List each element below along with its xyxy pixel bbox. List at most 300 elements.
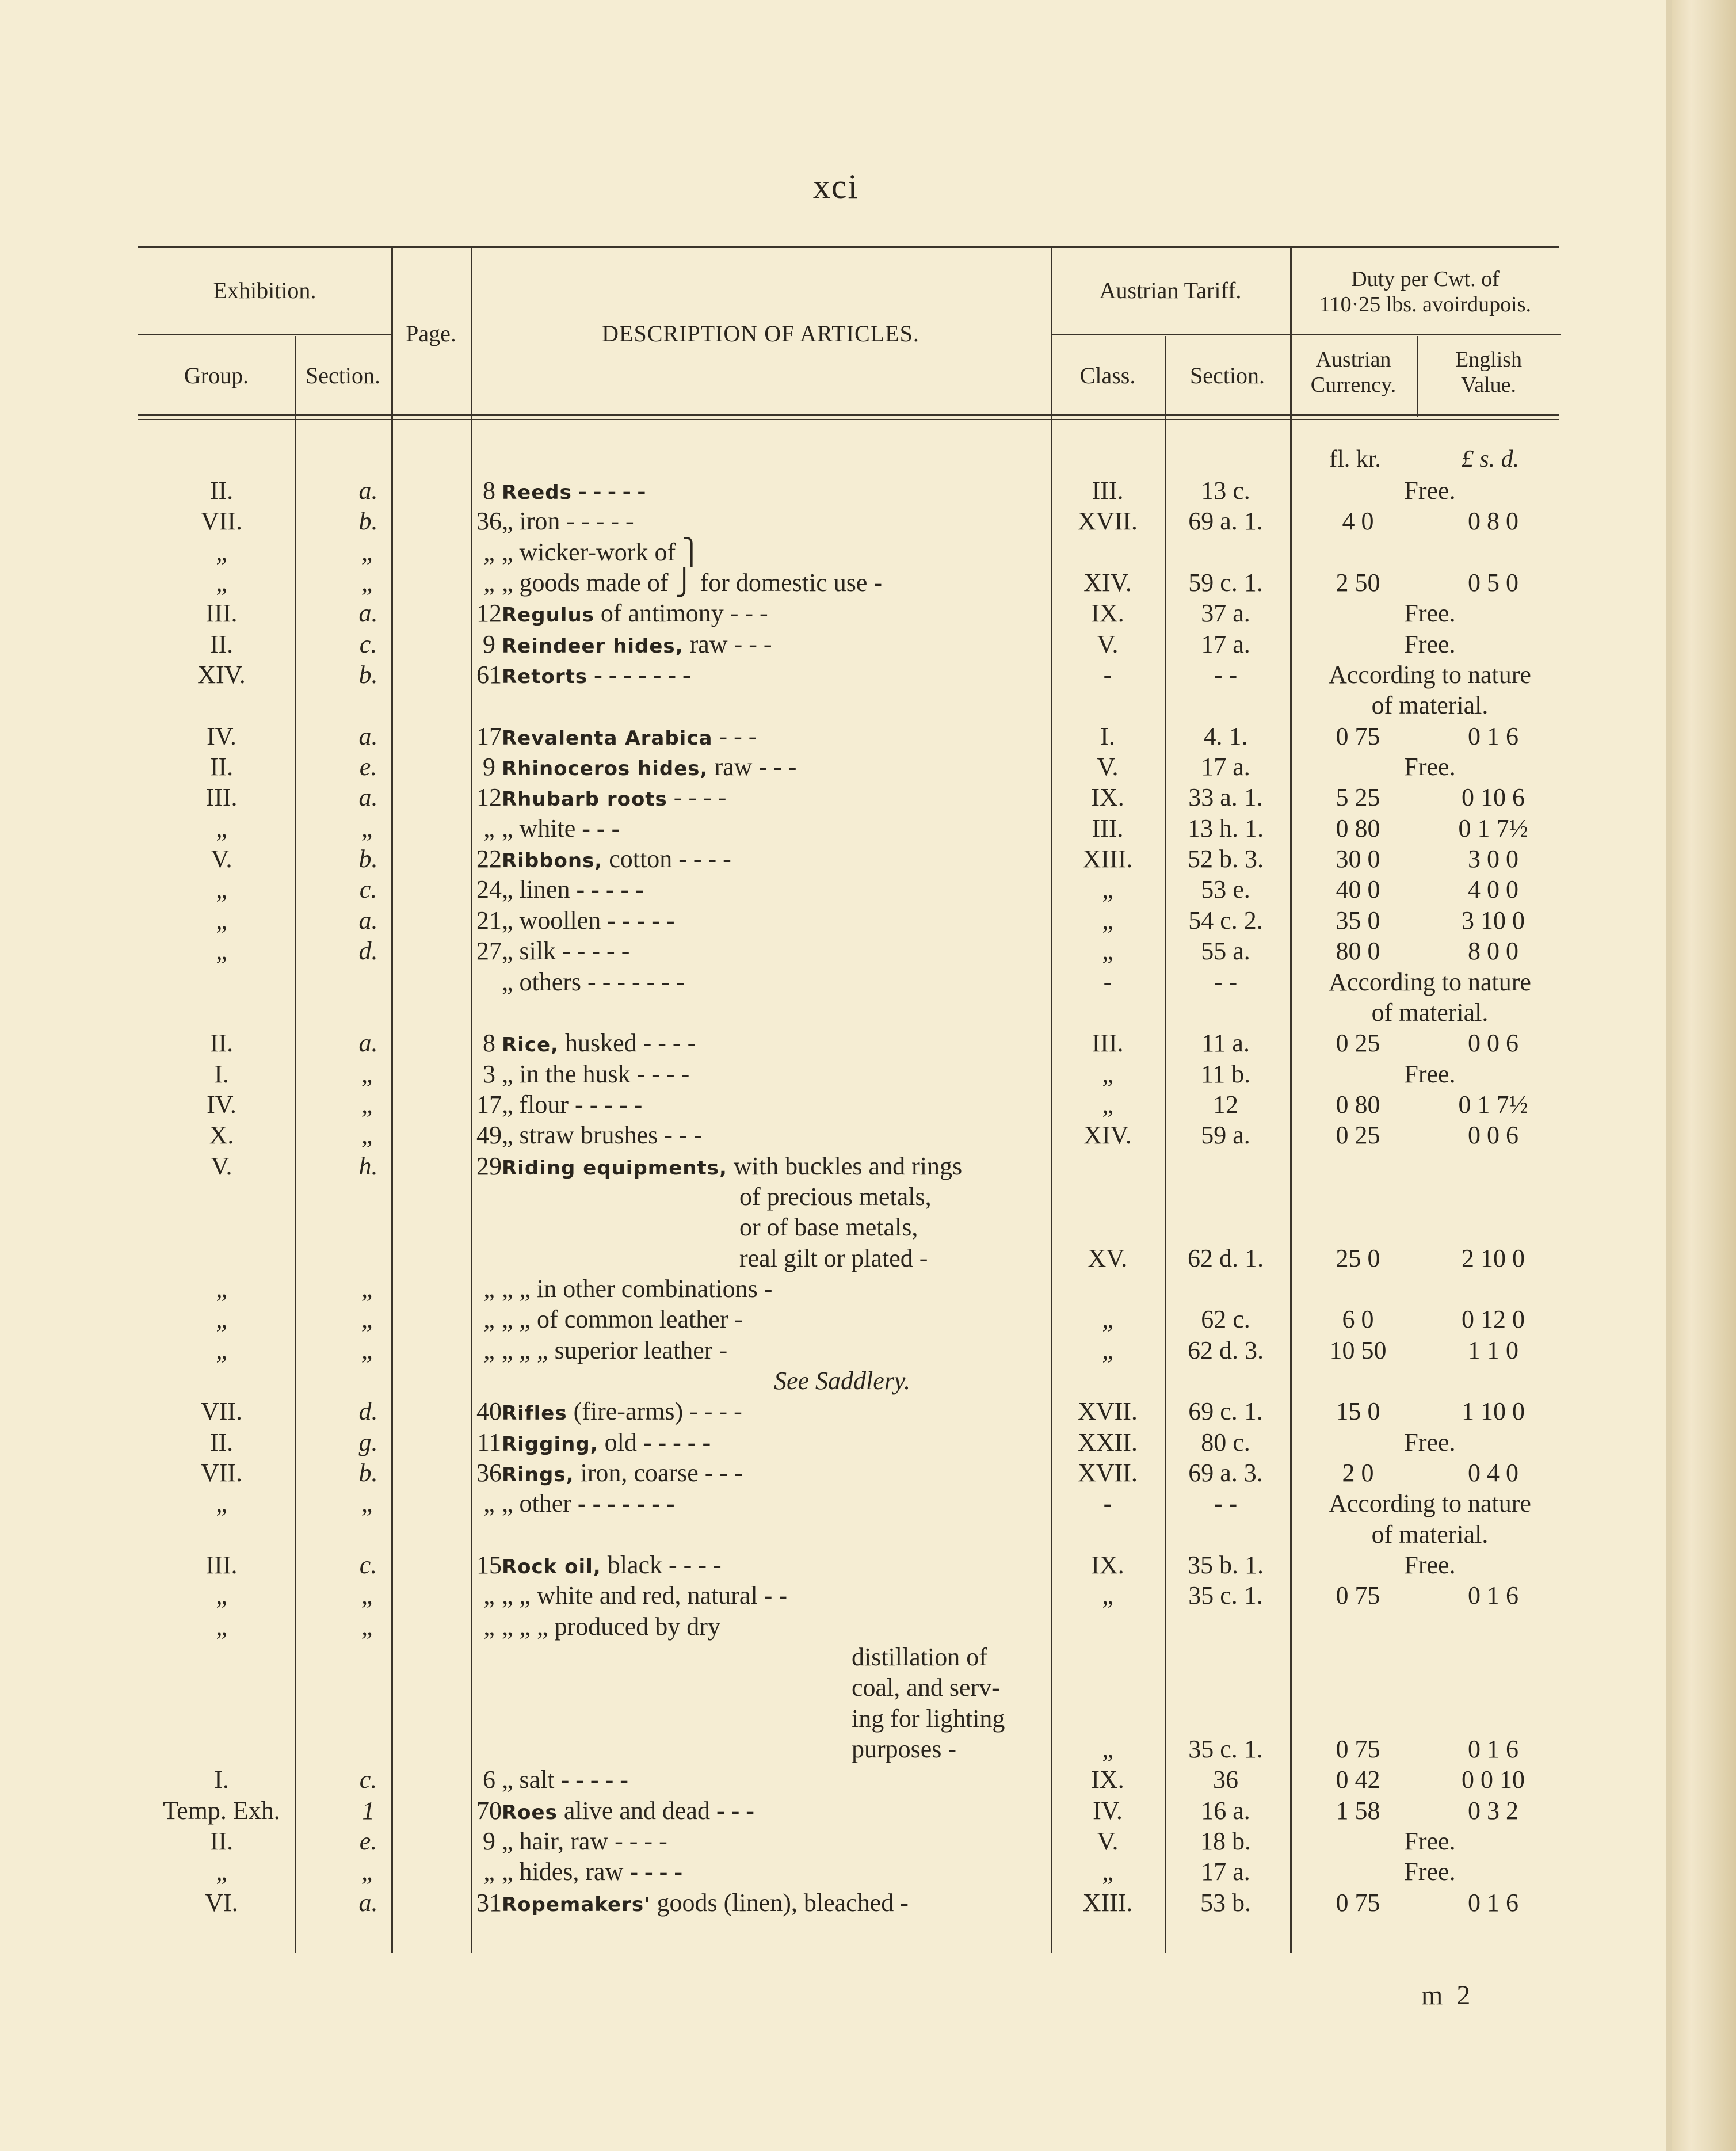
tariff-class-cell: I. [1100,722,1115,750]
group-cell: „ [216,875,227,904]
exhibition-header-rule [138,334,391,335]
header-austrian-tariff: Austrian Tariff. [1099,277,1242,303]
table-row [138,782,1565,813]
table-row [138,936,1565,966]
group-cell: „ [216,906,227,935]
table-row [138,1611,1565,1642]
section-cell: „ [361,1090,376,1119]
entry-text: (fire-arms) - - - - [567,1397,742,1426]
table-row [138,813,1565,844]
tariff-section-cell: 62 d. 3. [1188,1336,1264,1364]
section-cell: c. [359,875,377,904]
tariff-class-cell: IV. [1093,1796,1123,1825]
page-cell: „ [483,1489,495,1518]
group-cell: VI. [205,1888,238,1917]
page-number: xci [812,167,859,205]
austrian-duty-cell: 30 0 [1336,845,1380,874]
duty-cell: Free. [1404,476,1456,505]
group-cell: „ [216,537,227,566]
table-row [138,1887,1565,1918]
page-cell: „ [483,569,495,597]
table-row [138,1580,1565,1611]
english-duty-cell: 0 1 6 [1468,1888,1518,1917]
entry-heading: Rice, [502,1033,559,1057]
page-cell: 70 [476,1796,502,1825]
table-row [138,1427,1565,1458]
english-duty-cell: 0 4 0 [1468,1459,1518,1487]
tariff-class-cell: XVII. [1078,1397,1138,1426]
description-cell [502,1611,1181,1642]
tariff-section-cell: 52 b. 3. [1188,845,1264,874]
group-cell: I. [214,1059,229,1088]
tariff-section-cell: 4. 1. [1203,722,1248,750]
section-cell: c. [359,630,377,658]
english-duty-cell: 0 10 6 [1462,783,1525,812]
page-cell: 8 [483,1029,495,1058]
table-row [138,1550,1565,1580]
page-cell: 17 [476,1090,502,1119]
section-cell: „ [361,1305,376,1334]
entry-text: „ „ „ superior leather - [502,1336,728,1364]
austrian-duty-cell: 25 0 [1336,1244,1380,1272]
tariff-class-cell: III. [1092,476,1124,505]
group-cell: I. [214,1765,229,1794]
tariff-section-cell: 69 c. 1. [1188,1397,1263,1426]
austrian-duty-cell: 80 0 [1336,937,1380,966]
tariff-section-cell: 59 c. 1. [1188,569,1263,597]
entry-text: coal, and serv- [852,1673,1000,1702]
entry-text: alive and dead - - - [557,1796,754,1825]
tariff-class-cell: „ [1102,906,1113,935]
entry-heading: Retorts [502,665,588,689]
section-cell: d. [358,937,378,966]
entry-text: „ „ in other combinations - [502,1274,773,1303]
english-duty-cell: 0 1 7½ [1458,814,1528,842]
english-duty-cell: 0 1 7½ [1458,1090,1528,1119]
tariff-section-cell: - - [1214,967,1238,996]
page-cell: 9 [483,753,495,781]
table-row [138,1181,1565,1212]
group-cell: II. [209,1428,234,1456]
entry-heading: Regulus [502,604,594,627]
austrian-duty-cell: 0 80 [1336,814,1380,842]
duty-cell: Free. [1404,1059,1456,1088]
section-cell: „ [361,1059,376,1088]
tariff-section-cell: 35 c. 1. [1188,1735,1263,1764]
table-row [138,1826,1565,1856]
entry-heading: Ropemakers' [502,1893,651,1916]
entry-text: „ salt - - - - - [502,1765,628,1794]
table-row [138,752,1565,782]
table-row [138,1764,1565,1795]
section-cell: e. [359,1827,377,1856]
austrian-duty-cell: 0 75 [1336,1735,1380,1764]
section-cell: b. [358,845,378,874]
tariff-section-cell: 12 [1213,1090,1238,1119]
table-row [138,967,1565,997]
tariff-section-cell: 62 d. 1. [1188,1244,1264,1272]
tariff-section-cell: 33 a. 1. [1188,783,1263,812]
group-cell: „ [216,1336,227,1364]
description-cell [739,1181,1418,1212]
duty-cell: According to nature [1329,967,1531,996]
page-fore-edge [1672,0,1736,2151]
page-cell: „ [483,1858,495,1886]
entry-heading: Riding equipments, [502,1156,727,1180]
header-english-value-2: Value. [1460,373,1517,397]
group-cell: II. [209,630,234,658]
entry-text: „ iron - - - - - [502,507,634,536]
tariff-section-cell: 17 a. [1201,1858,1250,1886]
tariff-section-cell: 59 a. [1201,1121,1250,1150]
group-cell: V. [211,1151,232,1180]
page-cell: 8 [483,476,495,505]
group-cell: II. [209,476,234,505]
tariff-class-cell: V. [1097,753,1119,781]
header-english-value-1: English [1455,348,1523,372]
page-cell: „ [483,1305,495,1334]
entry-text: ing for lighting [852,1704,1005,1733]
header-exhibition: Exhibition. [213,277,316,303]
entry-text: black - - - - [601,1551,722,1580]
duty-cell: Free. [1404,1858,1456,1886]
tariff-class-cell: V. [1097,1827,1119,1856]
section-cell: a. [358,722,378,750]
tariff-section-cell: 62 c. [1201,1305,1250,1334]
entry-text: distillation of [852,1643,987,1672]
entry-heading: Rings, [502,1463,574,1486]
page-cell: 3 [483,1059,495,1088]
tariff-section-cell: 35 b. 1. [1188,1551,1264,1580]
group-cell: IV. [207,722,236,750]
page-cell: 11 [476,1428,502,1456]
table-row [138,1672,1565,1703]
header-tariff-section: Section. [1190,363,1265,388]
page-cell: 6 [483,1765,495,1794]
table-row [138,1458,1565,1488]
entry-text: „ hair, raw - - - - [502,1827,667,1856]
section-cell: b. [358,661,378,689]
entry-text: „ woollen - - - - - [502,906,675,935]
english-duty-cell: 0 0 10 [1462,1765,1525,1794]
austrian-duty-cell: 10 50 [1329,1336,1387,1364]
entry-text: raw - - - [708,753,797,781]
tariff-class-cell: „ [1102,1305,1113,1334]
group-cell: III. [205,1551,238,1580]
english-duty-cell: 3 0 0 [1468,845,1518,874]
entry-text: „ straw brushes - - - [502,1121,703,1150]
entry-text: „ in the husk - - - - [502,1059,690,1088]
table-row [138,844,1565,874]
entry-text: „ goods made of ⎭ for domestic use - [502,569,883,597]
tariff-class-cell: XIII. [1082,1888,1133,1917]
header-group: Group. [184,363,249,388]
tariff-section-cell: 17 a. [1201,753,1250,781]
group-cell: V. [211,845,232,874]
tariff-class-cell: XIV. [1083,1121,1132,1150]
entry-text: raw - - - [683,630,772,658]
header-section: Section. [306,363,380,388]
header-page: Page. [406,321,456,346]
page-cell: 40 [476,1397,502,1426]
table-row [138,1856,1565,1887]
entry-heading: Rhubarb roots [502,788,667,811]
signature-mark: m 2 [1421,1980,1474,2011]
tariff-class-cell: „ [1102,937,1113,966]
table-row [138,1212,1565,1242]
table-row [138,1642,1565,1672]
page-cell: 27 [476,937,502,966]
entry-heading: Ribbons, [502,849,603,873]
group-cell: „ [216,1858,227,1886]
table-row [138,1089,1565,1120]
section-cell: a. [358,906,378,935]
page-cell: „ [483,1274,495,1303]
entry-heading: Rifles [502,1402,567,1425]
tariff-class-cell: III. [1092,1029,1124,1058]
section-cell: d. [358,1397,378,1426]
duty-cell: Free. [1404,599,1456,628]
page-cell: „ [483,1612,495,1641]
section-cell: „ [361,1858,376,1886]
tariff-section-cell: 16 a. [1201,1796,1250,1825]
duty-cell: Free. [1404,753,1456,781]
table-row [138,1304,1565,1334]
page-cell: 9 [483,630,495,658]
entry-heading: Reindeer hides, [502,634,684,658]
english-duty-cell: 0 1 6 [1468,1735,1518,1764]
tariff-section-cell: 53 e. [1201,875,1250,904]
section-cell: „ [361,1121,376,1150]
table-row [138,1795,1565,1826]
tariff-class-cell: IX. [1091,1765,1124,1794]
page-cell: 21 [476,906,502,935]
austrian-duty-cell: 40 0 [1336,875,1380,904]
duty-cell: Free. [1404,1428,1456,1456]
section-cell: g. [358,1428,378,1456]
entry-heading: Revalenta Arabica [502,726,713,750]
description-cell [502,1151,1181,1184]
austrian-duty-cell: 2 50 [1336,569,1380,597]
entry-text: with buckles and rings [727,1151,963,1180]
english-duty-cell: 0 1 6 [1468,1581,1518,1610]
tariff-section-cell: - - [1214,661,1238,689]
section-cell: a. [358,783,378,812]
header-duty-line-1: Duty per Cwt. of [1351,267,1500,291]
description-cell [739,1212,1418,1242]
page-cell: 61 [476,661,502,689]
page-cell: 22 [476,845,502,874]
header-description: DESCRIPTION OF ARTICLES. [602,321,919,346]
entry-heading: Roes [502,1801,558,1824]
description-cell [852,1642,1531,1672]
section-cell: c. [359,1765,377,1794]
group-cell: X. [209,1121,234,1150]
group-cell: III. [205,599,238,628]
english-duty-cell: 0 5 0 [1468,569,1518,597]
section-cell: e. [359,753,377,781]
entry-text: „ white - - - [502,814,620,842]
entry-text: „ „ „ produced by dry [502,1612,720,1641]
page-cell: 29 [476,1151,502,1180]
table-row [138,475,1565,506]
english-duty-cell: 0 1 6 [1468,722,1518,750]
entry-heading: Rhinoceros hides, [502,757,708,781]
group-cell: „ [216,814,227,842]
entry-text: goods (linen), bleached - [650,1888,909,1917]
table-row [138,874,1565,905]
group-cell: „ [216,937,227,966]
tariff-section-cell: 54 c. 2. [1188,906,1263,935]
duty-cell: According to nature [1329,661,1531,689]
entry-text: „ linen - - - - - [502,875,644,904]
entry-text: of precious metals, [739,1182,932,1211]
austrian-duty-cell: 15 0 [1336,1397,1380,1426]
section-cell: 1 [362,1796,375,1825]
group-cell: II. [209,753,234,781]
group-cell: „ [216,569,227,597]
entry-text: husked - - - - [558,1029,696,1058]
tariff-class-cell: - [1103,661,1112,689]
table-row [138,629,1565,659]
page-cell: 36 [476,507,502,536]
tariff-class-cell: XVII. [1078,1459,1138,1487]
tariff-section-cell: 80 c. [1201,1428,1250,1456]
header-bottom-rule-2 [138,419,1559,420]
table-row [138,1273,1565,1304]
entry-text: of antimony - - - [594,599,768,628]
english-duty-cell: 0 12 0 [1462,1305,1525,1334]
section-cell: h. [358,1151,378,1180]
group-cell: II. [209,1029,234,1058]
table-row [138,506,1565,536]
tariff-class-cell: „ [1102,1735,1113,1764]
table-row [138,659,1565,690]
duty-cell: Free. [1404,1551,1456,1580]
table-row [138,1243,1565,1273]
section-cell: „ [361,814,376,842]
entry-text: „ other - - - - - - - [502,1489,675,1518]
table-row [138,598,1565,628]
table-row [138,690,1565,720]
entry-text: - - - - [667,783,727,812]
section-cell: c. [359,1551,377,1580]
section-cell: a. [358,599,378,628]
section-cell: a. [358,1888,378,1917]
entry-text: or of base metals, [739,1213,918,1242]
page-cell: 31 [476,1888,502,1917]
english-duty-cell: 0 8 0 [1468,507,1518,536]
page-cell: „ [483,1581,495,1610]
austrian-duty-cell: 0 80 [1336,1090,1380,1119]
table-row [138,997,1565,1028]
tariff-class-cell: IX. [1091,599,1124,628]
austrian-duty-cell: 35 0 [1336,906,1380,935]
group-cell: „ [216,1489,227,1518]
table-row [138,1734,1565,1764]
tariff-section-cell: 69 a. 3. [1188,1459,1263,1487]
entry-text: real gilt or plated - [739,1244,928,1272]
tariff-class-cell: „ [1102,1090,1113,1119]
table-body [138,475,1565,1918]
section-cell: b. [358,507,378,536]
header-class: Class. [1079,363,1136,388]
duty-cell: Free. [1404,630,1456,658]
tariff-class-cell: IX. [1091,1551,1124,1580]
english-duty-cell: 2 10 0 [1462,1244,1525,1272]
austrian-duty-cell: 0 75 [1336,1581,1380,1610]
group-cell: „ [216,1581,227,1610]
group-cell: XIV. [197,661,246,689]
austrian-duty-cell: 6 0 [1342,1305,1374,1334]
page-cell: „ [483,814,495,842]
duty-cell: of material. [1371,691,1489,720]
tariff-class-cell: - [1103,967,1112,996]
tariff-section-cell: 17 a. [1201,630,1250,658]
group-cell: IV. [207,1090,236,1119]
tariff-class-cell: IX. [1091,783,1124,812]
table-top-rule [138,246,1559,248]
entry-heading: Rigging, [502,1432,598,1456]
group-cell: III. [205,783,238,812]
table-row [138,1120,1565,1150]
table-row [138,1151,1565,1181]
group-cell: VII. [200,1397,243,1426]
tariff-section-cell: 13 c. [1201,476,1250,505]
tariff-section-cell: 13 h. 1. [1188,814,1264,842]
page-cell: 49 [476,1121,502,1150]
austrian-duty-cell: 4 0 [1342,507,1374,536]
tariff-section-cell: 69 a. 1. [1188,507,1263,536]
entry-text: „ silk - - - - - [502,937,630,966]
tariff-class-cell: XIV. [1083,569,1132,597]
entry-text: „ „ white and red, natural - - [502,1581,787,1610]
page-cell: 9 [483,1827,495,1856]
tariff-class-cell: XIII. [1082,845,1133,874]
header-bottom-rule [138,414,1559,416]
table-row [138,1335,1565,1366]
tariff-class-cell: „ [1102,1059,1113,1088]
duty-cell: Free. [1404,1827,1456,1856]
tariff-section-cell: 36 [1213,1765,1238,1794]
austrian-duty-cell: 0 25 [1336,1029,1380,1058]
austrian-duty-cell: 1 58 [1336,1796,1380,1825]
table-row [138,1519,1565,1550]
austrian-duty-cell: 2 0 [1342,1459,1374,1487]
austrian-duty-cell: 5 25 [1336,783,1380,812]
duty-cell: According to nature [1329,1489,1531,1518]
entry-text: „ „ of common leather - [502,1305,743,1334]
description-cell [502,1273,1181,1304]
tariff-class-cell: III. [1092,814,1124,842]
section-cell: „ [361,1274,376,1303]
page-cell: 15 [476,1551,502,1580]
section-cell: „ [361,1612,376,1641]
tariff-section-cell: 11 a. [1201,1029,1250,1058]
header-austrian-currency-2: Currency. [1310,373,1397,397]
page-cell: 36 [476,1459,502,1487]
table-row [138,1366,1565,1396]
header-duty-line-2: 110·25 lbs. avoirdupois. [1319,292,1531,316]
page-cell: 24 [476,875,502,904]
entry-text: purposes - [852,1735,957,1764]
table-row [138,1488,1565,1519]
section-cell: „ [361,1336,376,1364]
entry-text: iron, coarse - - - [574,1459,743,1487]
table-row [138,905,1565,936]
tariff-section-cell: 35 c. 1. [1188,1581,1263,1610]
header-austrian-currency-1: Austrian [1315,348,1391,372]
